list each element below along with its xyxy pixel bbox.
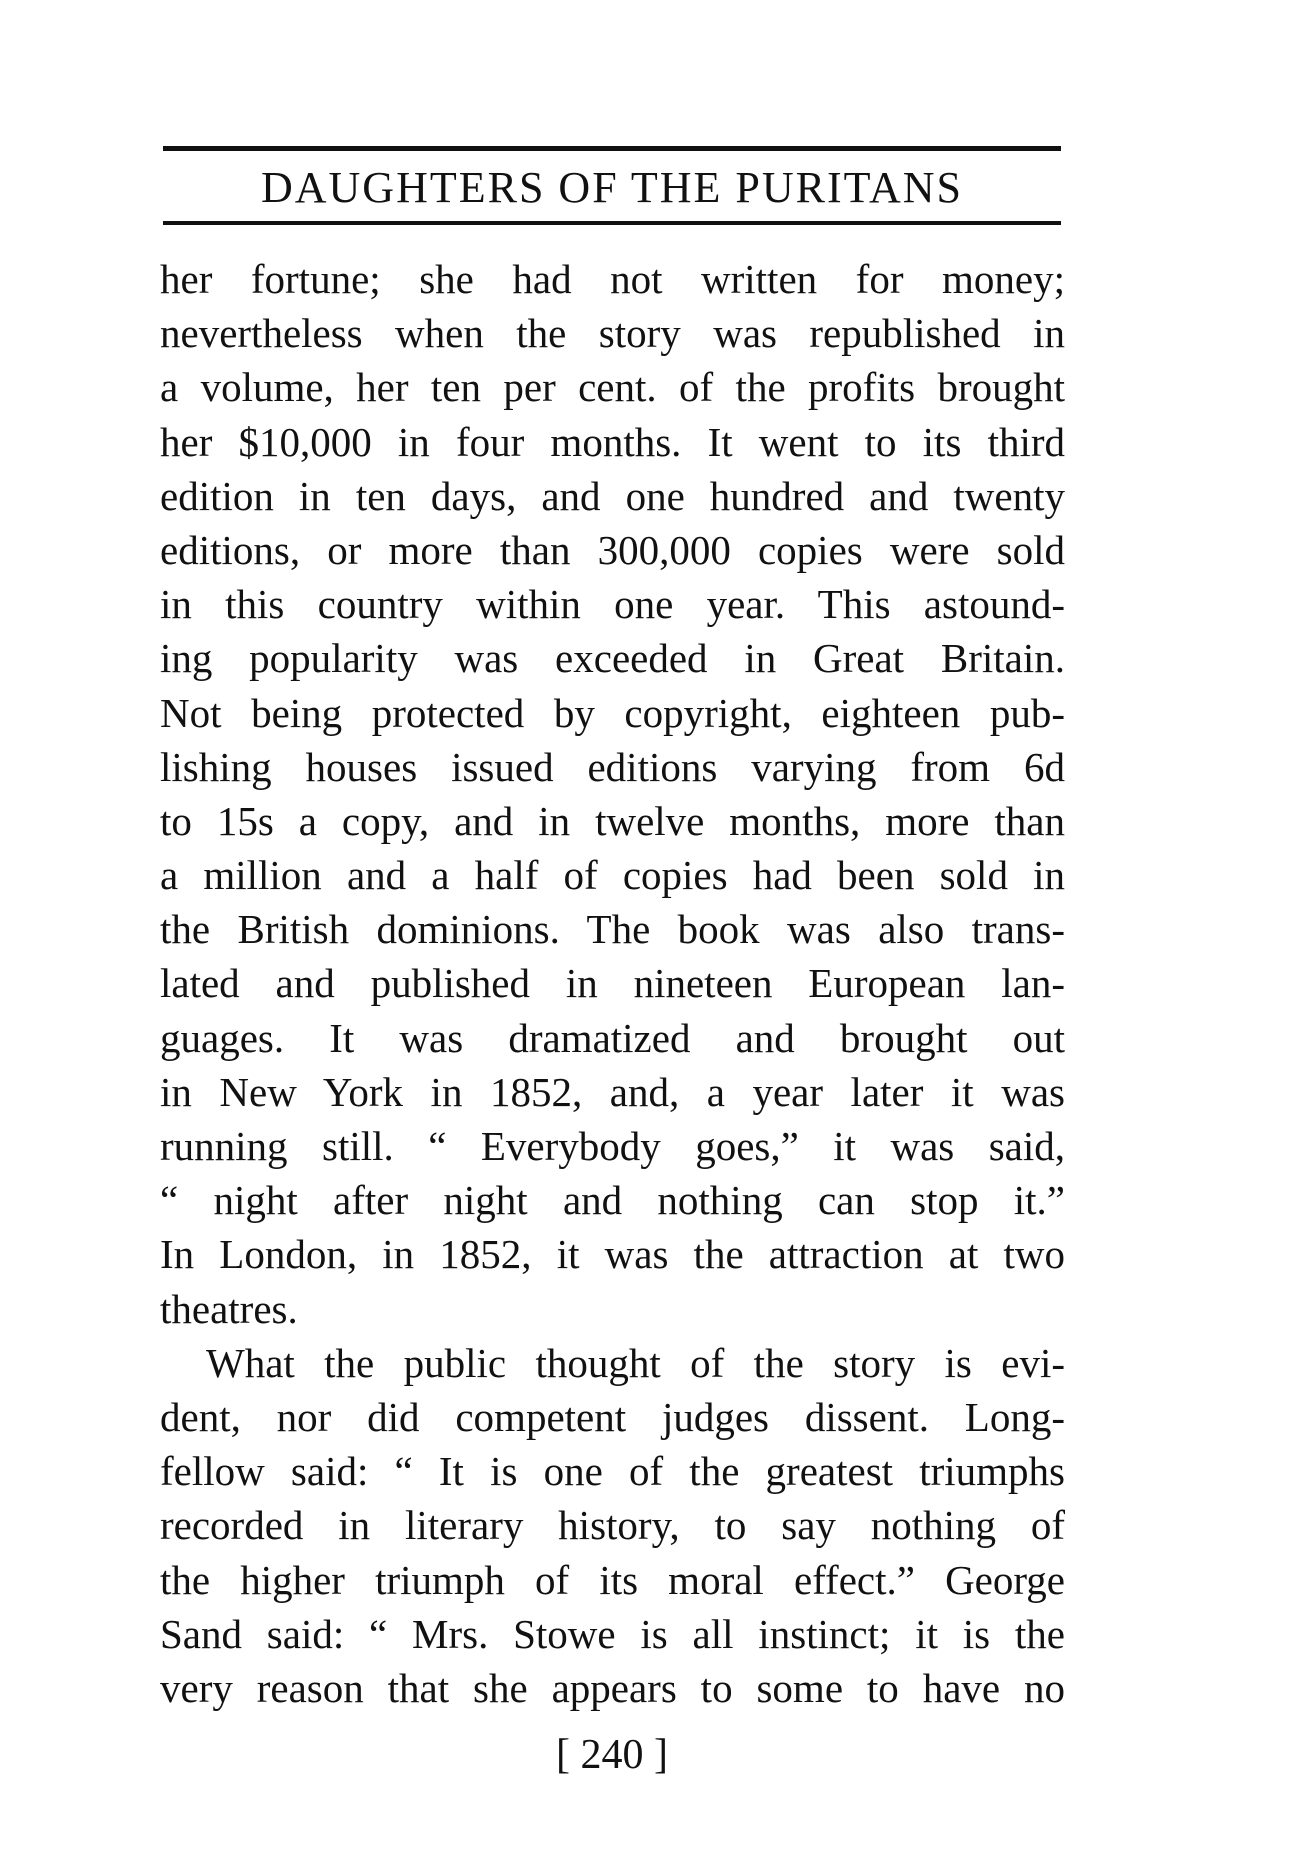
text-line: lishing houses issued editions varying from 6d (160, 743, 1065, 790)
text-line: ing popularity was exceeded in Great Britain. (160, 635, 1065, 682)
text-line: Sand said: “ Mrs. Stowe is all instinct; it is the (160, 1610, 1065, 1657)
text-line: nevertheless when the story was republished in (160, 310, 1065, 357)
text-line: dent, nor did competent judges dissent. Long- (160, 1393, 1065, 1440)
text-line: edition in ten days, and one hundred and twenty (160, 472, 1065, 519)
text-line: very reason that she appears to some to have no (160, 1664, 1065, 1711)
text-line: recorded in literary history, to say nothing of (160, 1502, 1065, 1549)
text-line: a million and a half of copies had been sold in (160, 852, 1065, 899)
text-line: Not being protected by copyright, eighteen pub- (160, 689, 1065, 736)
running-head: DAUGHTERS OF THE PURITANS (260, 163, 964, 212)
text-line: her $10,000 in four months. It went to its third (160, 418, 1065, 465)
header-rule-top (163, 146, 1061, 151)
text-line: a volume, her ten per cent. of the profits brought (160, 364, 1065, 411)
text-line: in New York in 1852, and, a year later it was (160, 1068, 1065, 1115)
text-line: running still. “ Everybody goes,” it was said, (160, 1123, 1065, 1169)
text-line: theatres. (160, 1285, 298, 1332)
text-line: the British dominions. The book was also trans- (160, 906, 1065, 953)
paragraph (160, 1336, 1065, 1715)
body-text (160, 252, 1065, 1715)
text-line: In London, in 1852, it was the attraction at two (160, 1231, 1065, 1278)
text-line: editions, or more than 300,000 copies were sold (160, 526, 1065, 573)
header-rule-bottom (163, 221, 1061, 225)
text-line: in this country within one year. This astound- (160, 581, 1065, 628)
text-line: to 15s a copy, and in twelve months, more than (160, 797, 1065, 844)
text-line: her fortune; she had not written for money; (160, 256, 1065, 302)
text-line: What the public thought of the story is evi- (206, 1339, 1065, 1386)
page-number: [ 240 ] (556, 1732, 668, 1778)
text-line: fellow said: “ It is one of the greatest triumphs (160, 1448, 1065, 1495)
text-line: guages. It was dramatized and brought out (160, 1014, 1065, 1061)
text-line: “ night after night and nothing can stop it.” (160, 1177, 1065, 1224)
text-line: lated and published in nineteen European lan- (160, 960, 1065, 1007)
paragraph (160, 252, 1065, 1336)
text-line: the higher triumph of its moral effect.” George (160, 1556, 1065, 1603)
